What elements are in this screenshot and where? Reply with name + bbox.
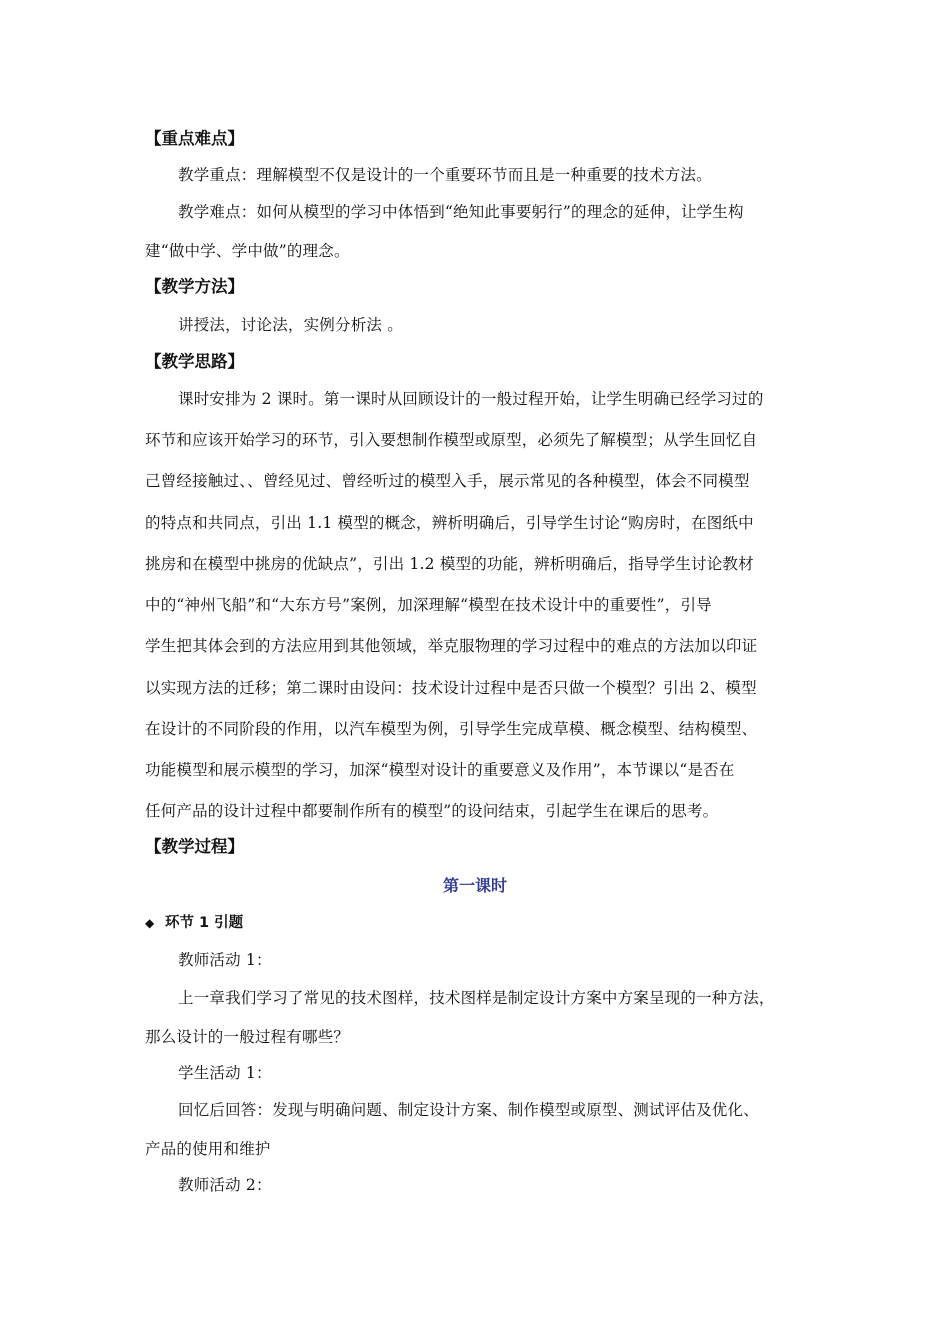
approach-line: 以实现方法的迁移；第二课时由设问：技术设计过程中是否只做一个模型？引出 2、模型 (145, 679, 757, 697)
section-title-text: 环节 1 引题 (165, 915, 244, 931)
approach-heading: 【教学思路】 (145, 352, 244, 371)
approach-line: 学生把其体会到的方法应用到其他领域，举克服物理的学习过程中的难点的方法加以印证 (145, 637, 758, 655)
lesson-title: 第一课时 (442, 876, 507, 895)
student-activity-1-label: 学生活动 1： (178, 1064, 272, 1082)
teacher-activity-1-line: 那么设计的一般过程有哪些？ (145, 1028, 350, 1046)
teaching-difficulty-line-1: 教学难点：如何从模型的学习中体悟到“绝知此事要躬行”的理念的延伸，让学生构 (178, 203, 744, 221)
approach-line: 课时安排为 2 课时。第一课时从回顾设计的一般过程开始，让学生明确已经学习过的 (178, 390, 764, 408)
approach-line: 功能模型和展示模型的学习，加深“模型对设计的重要意义及作用”，本节课以“是否在 (145, 761, 735, 779)
approach-line: 的特点和共同点，引出 1.1 模型的概念，辨析明确后，引导学生讨论“购房时，在图纸中 (145, 514, 754, 532)
approach-line: 挑房和在模型中挑房的优缺点”，引出 1.2 模型的功能，辨析明确后，指导学生讨论教材 (145, 555, 754, 573)
methods-text: 讲授法，讨论法，实例分析法 。 (178, 316, 403, 334)
teaching-focus: 教学重点：理解模型不仅是设计的一个重要环节而且是一种重要的技术方法。 (178, 166, 712, 184)
student-activity-1-line: 产品的使用和维护 (145, 1140, 271, 1158)
methods-heading: 【教学方法】 (145, 277, 244, 296)
section-title (145, 913, 243, 933)
teacher-activity-2-label: 教师活动 2： (178, 1176, 272, 1194)
approach-line: 环节和应该开始学习的环节，引入要想制作模型或原型，必须先了解模型；从学生回忆自 (145, 431, 758, 449)
student-activity-1-line: 回忆后回答：发现与明确问题、制定设计方案、制作模型或原型、测试评估及优化、 (178, 1101, 759, 1119)
teacher-activity-1-line: 上一章我们学习了常见的技术图样，技术图样是制定设计方案中方案呈现的一种方法， (178, 989, 775, 1007)
teacher-activity-1-label: 教师活动 1： (178, 951, 272, 969)
approach-line: 中的“神州飞船”和“大东方号”案例，加深理解“模型在技术设计中的重要性”，引导 (145, 596, 712, 614)
approach-line: 己曾经接触过、、曾经见过、曾经听过的模型入手，展示常见的各种模型，体会不同模型 (145, 472, 750, 490)
diamond-bullet-icon: ◆ (145, 916, 155, 930)
approach-line: 在设计的不同阶段的作用，以汽车模型为例，引导学生完成草模、概念模型、结构模型、 (145, 720, 758, 738)
process-heading: 【教学过程】 (145, 837, 244, 856)
key-points-heading: 【重点难点】 (145, 129, 244, 148)
approach-line: 任何产品的设计过程中都要制作所有的模型”的设问结束，引起学生在课后的思考。 (145, 802, 719, 820)
teaching-difficulty-line-2: 建“做中学、学中做”的理念。 (145, 242, 350, 260)
